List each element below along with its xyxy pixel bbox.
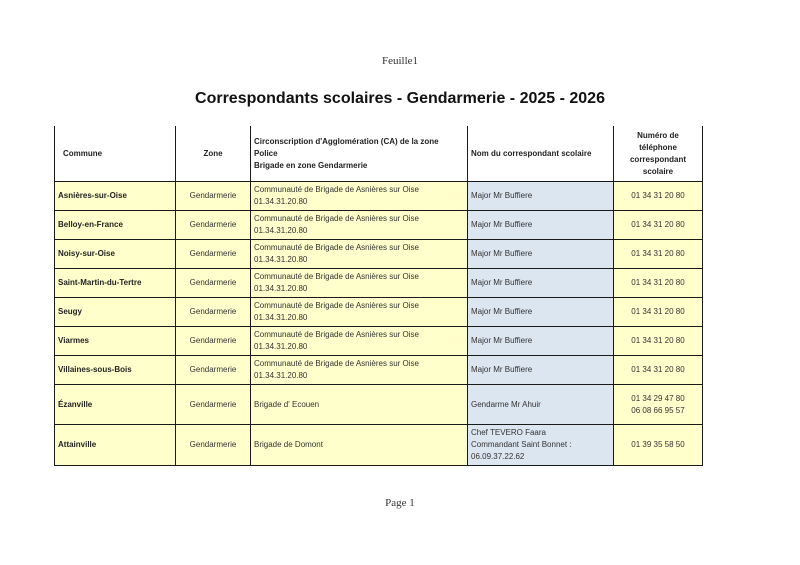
cell-commune: Noisy-sur-Oise — [55, 240, 176, 269]
circ-phone: 01.34.31.20.80 — [254, 284, 308, 293]
sheet-name-header: Feuille1 — [381, 55, 419, 67]
table-row — [55, 356, 703, 385]
cell-nom: Major Mr Buffiere — [468, 356, 614, 385]
circ-name: Communauté de Brigade de Asnières sur Oise — [254, 301, 419, 310]
table-row — [55, 298, 703, 327]
cell-circonscription — [251, 240, 468, 269]
cell-commune: Ézanville — [55, 385, 176, 425]
table-row — [55, 425, 703, 466]
header-tel-line: Numéro de — [637, 130, 679, 140]
table-header-row — [55, 126, 703, 182]
circ-phone: 01.34.31.20.80 — [254, 313, 308, 322]
cell-zone: Gendarmerie — [176, 269, 251, 298]
nom-line: 06.09.37.22.62 — [471, 452, 525, 461]
cell-telephone — [614, 385, 703, 425]
header-tel-line: correspondant — [629, 154, 686, 164]
cell-telephone: 01 34 31 20 80 — [614, 240, 703, 269]
cell-telephone: 01 34 31 20 80 — [614, 211, 703, 240]
header-nom-correspondant: Nom du correspondant scolaire — [468, 126, 614, 182]
header-tel-line: téléphone — [639, 142, 677, 152]
phone-line: 06 08 66 95 57 — [631, 405, 685, 415]
cell-circonscription: Brigade de Domont — [251, 425, 468, 466]
nom-line: Commandant Saint Bonnet : — [471, 440, 572, 449]
cell-commune: Villaines-sous-Bois — [55, 356, 176, 385]
cell-nom — [468, 425, 614, 466]
page-number: Page 1 — [385, 497, 415, 509]
circ-name: Communauté de Brigade de Asnières sur Oise — [254, 214, 419, 223]
table-row — [55, 385, 703, 425]
correspondents-table — [54, 126, 703, 466]
circ-phone: 01.34.31.20.80 — [254, 226, 308, 235]
cell-telephone: 01 34 31 20 80 — [614, 182, 703, 211]
circ-phone: 01.34.31.20.80 — [254, 371, 308, 380]
cell-commune: Attainville — [55, 425, 176, 466]
header-circ-line: Police — [254, 148, 278, 158]
cell-nom: Major Mr Buffiere — [468, 211, 614, 240]
nom-line: Chef TEVERO Faara — [471, 428, 546, 437]
cell-circonscription — [251, 182, 468, 211]
cell-telephone: 01 34 31 20 80 — [614, 269, 703, 298]
cell-nom: Major Mr Buffiere — [468, 269, 614, 298]
cell-commune: Asnières-sur-Oise — [55, 182, 176, 211]
header-zone: Zone — [176, 126, 251, 182]
cell-telephone: 01 34 31 20 80 — [614, 356, 703, 385]
cell-telephone: 01 34 31 20 80 — [614, 327, 703, 356]
cell-zone: Gendarmerie — [176, 327, 251, 356]
cell-commune: Saint-Martin-du-Tertre — [55, 269, 176, 298]
cell-telephone: 01 34 31 20 80 — [614, 298, 703, 327]
cell-circonscription — [251, 327, 468, 356]
circ-name: Communauté de Brigade de Asnières sur Oise — [254, 185, 419, 194]
circ-phone: 01.34.31.20.80 — [254, 255, 308, 264]
cell-circonscription — [251, 356, 468, 385]
cell-zone: Gendarmerie — [176, 211, 251, 240]
cell-zone: Gendarmerie — [176, 240, 251, 269]
header-telephone — [614, 126, 703, 182]
cell-nom: Major Mr Buffiere — [468, 240, 614, 269]
cell-nom: Gendarme Mr Ahuir — [468, 385, 614, 425]
circ-phone: 01.34.31.20.80 — [254, 342, 308, 351]
circ-name: Communauté de Brigade de Asnières sur Oise — [254, 359, 419, 368]
circ-name: Communauté de Brigade de Asnières sur Oise — [254, 243, 419, 252]
cell-circonscription — [251, 211, 468, 240]
cell-circonscription — [251, 298, 468, 327]
cell-zone: Gendarmerie — [176, 182, 251, 211]
cell-zone: Gendarmerie — [176, 298, 251, 327]
table-row — [55, 182, 703, 211]
table-row — [55, 327, 703, 356]
cell-zone: Gendarmerie — [176, 385, 251, 425]
cell-telephone: 01 39 35 58 50 — [614, 425, 703, 466]
table-row — [55, 269, 703, 298]
circ-name: Communauté de Brigade de Asnières sur Oise — [254, 272, 419, 281]
cell-commune: Belloy-en-France — [55, 211, 176, 240]
cell-nom: Major Mr Buffiere — [468, 182, 614, 211]
document-title: Correspondants scolaires - Gendarmerie - 2025 - 2026 — [195, 90, 605, 107]
circ-phone: 01.34.31.20.80 — [254, 197, 308, 206]
cell-nom: Major Mr Buffiere — [468, 298, 614, 327]
table-row — [55, 240, 703, 269]
cell-circonscription: Brigade d' Ecouen — [251, 385, 468, 425]
header-circonscription — [251, 126, 468, 182]
cell-circonscription — [251, 269, 468, 298]
cell-zone: Gendarmerie — [176, 356, 251, 385]
circ-name: Communauté de Brigade de Asnières sur Oise — [254, 330, 419, 339]
header-tel-line: scolaire — [642, 166, 674, 176]
cell-nom: Major Mr Buffiere — [468, 327, 614, 356]
header-circ-line: Circonscription d'Agglomération (CA) de la zone — [254, 136, 439, 146]
phone-line: 01 34 29 47 80 — [631, 393, 685, 403]
cell-zone: Gendarmerie — [176, 425, 251, 466]
cell-commune: Seugy — [55, 298, 176, 327]
header-circ-line: Brigade en zone Gendarmerie — [254, 160, 368, 170]
header-commune: Commune — [55, 126, 176, 182]
cell-commune: Viarmes — [55, 327, 176, 356]
table-row — [55, 211, 703, 240]
